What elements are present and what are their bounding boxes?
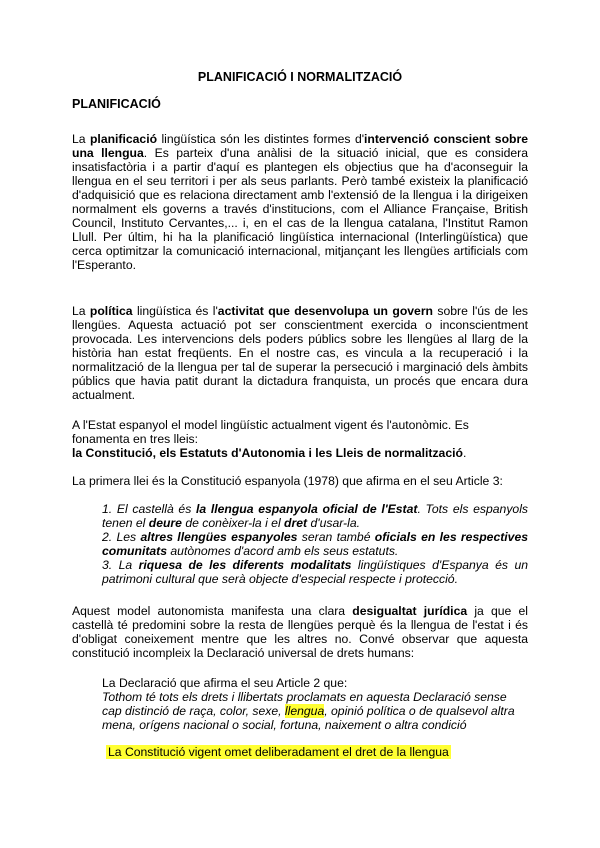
text-run: seran també	[297, 530, 375, 544]
bold-term: la Constitució, els Estatuts d'Autonomia i les Lleis de normalització	[72, 446, 463, 460]
bold-term: dret	[284, 516, 308, 530]
article-3-quote	[102, 502, 528, 586]
page-title: PLANIFICACIÓ I NORMALITZACIÓ	[197, 70, 403, 84]
text-run: 2. Les	[102, 530, 141, 544]
text-run: ja que el castellà té predomini sobre la resta de llengües perquè és la llengua de l'estat i és d'obligat coneixement mentre que les altres no. Convé observar que aquesta constitució incompleix la Declaració universal de drets humans:	[72, 604, 528, 660]
paragraph-constitucio: La primera llei és la Constitució espanyola (1978) que afirma en el seu Article 3:	[72, 474, 503, 488]
text-run: sobre l'ús de les llengües. Aquesta actuació pot ser conscientment exercida o inconscientment provocada. Les intervencions dels poders públics sobre les llengües al llarg de la història han estat freqüents. En el nostre cas, es vincula a la recuperació i la normalització de la llengua per tal de superar la persecució i marginació dels àmbits públics que havia patit durant la dictadura franquista, un procés que encara dura actualment.	[72, 304, 529, 402]
declaration-quote	[102, 690, 528, 732]
text-run: lingüística són les distintes formes d'	[157, 132, 365, 146]
text-run: Aquest model autonomista manifesta una clara	[72, 604, 353, 618]
text-run: A l'Estat espanyol el model lingüístic actualment vigent és l'autonòmic. Es fonamenta en tres lleis:	[72, 418, 469, 446]
bold-term: desigualtat jurídica	[352, 604, 468, 618]
paragraph-model	[72, 418, 528, 460]
section-heading: PLANIFICACIÓ	[72, 97, 161, 111]
text-run: 3. La	[102, 558, 139, 572]
declaration-intro: La Declaració que afirma el seu Article 2 que:	[102, 676, 348, 690]
bold-term: política	[89, 304, 133, 318]
bold-term: oficials en les respectives comunitats	[102, 530, 528, 558]
bold-term: activitat que desenvolupa un govern	[217, 304, 434, 318]
paragraph-desigualtat	[72, 604, 528, 660]
text-run: Tothom té tots els drets i llibertats proclamats en aquesta Declaració sense cap distinció de raça, color, sexe,	[102, 690, 507, 718]
bold-term: planificació	[89, 132, 158, 146]
text-run: 1. El castellà és	[102, 502, 196, 516]
text-run: . Es parteix d'una anàlisi de la situació inicial, que es considera insatisfactòria i a partir d'aquí es plantegen els objectius que ha d'aconseguir la llengua en el seu territori i per als seus parlants. Però també existeix la planificació d'adquisició que es relaciona directament amb l'extensió de la llengua i la dirigeixen normalment els governs a través d'institucions, com el Alliance Française, British Council, Instituto Cervantes,... i, en el cas de la llengua catalana, l'Institut Ramon Llull. Per últim, hi ha la planificació lingüística internacional (Interlingüística) que cerca optimitzar la comunicació internacional, mitjançant les llengües artificials com l'Esperanto.	[72, 146, 528, 272]
text-run: d'usar-la.	[307, 516, 360, 530]
text-run: . Tots els espanyols tenen el	[102, 502, 528, 530]
bold-term: intervenció conscient sobre una llengua	[72, 132, 528, 160]
text-run: , opinió política o de qualsevol altra mena, orígens nacional o social, fortuna, naixement o altra condició	[102, 704, 515, 732]
paragraph-politica	[72, 304, 528, 402]
text-run: autònomes d'acord amb els seus estatuts.	[167, 544, 399, 558]
text-run: La	[72, 304, 90, 318]
highlighted-note: La Constitució vigent omet deliberadament el dret de la llengua	[108, 745, 449, 759]
text-run: .	[462, 446, 467, 460]
bold-term: la llengua espanyola oficial de l'Estat	[196, 502, 418, 516]
highlighted-word: llengua	[284, 704, 325, 718]
bold-term: deure	[148, 516, 182, 530]
paragraph-planificacio	[72, 132, 528, 272]
bold-term: altres llengües espanyoles	[140, 530, 298, 544]
text-run: lingüístiques d'Espanya és un patrimoni cultural que serà objecte d'especial respecte i protecció.	[102, 558, 528, 586]
text-run: La	[72, 132, 90, 146]
bold-term: riquesa de les diferents modalitats	[138, 558, 352, 572]
text-run: lingüística és l'	[132, 304, 218, 318]
text-run: de conèixer-la i el	[181, 516, 285, 530]
